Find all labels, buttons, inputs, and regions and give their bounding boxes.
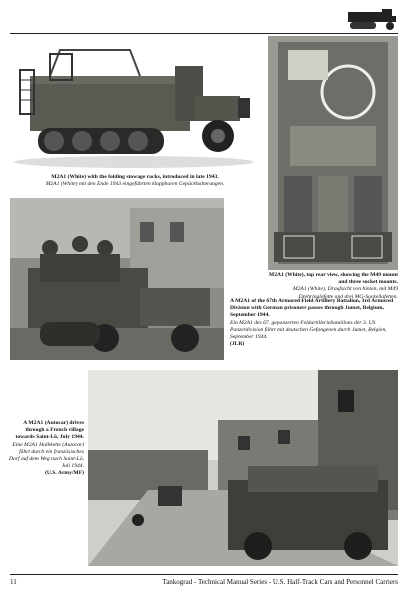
page-number: 11: [10, 578, 17, 586]
caption-top-right-en: M2A1 (White), top rear view, showing the M49 mount and three socket mounts.: [268, 272, 398, 286]
footer-series-title: Tankograd - Technical Manual Series - U.S. Half-Track Cars and Personnel Carriers: [162, 578, 398, 586]
photo-halftrack-side: [10, 36, 258, 170]
halftrack-silhouette-icon: [344, 6, 398, 32]
photo-halftrack-top-view: [268, 36, 398, 270]
caption-bottom: [8, 420, 84, 478]
photo-halftrack-prisoners: [10, 198, 224, 360]
caption-bottom-de: Eine M2A1 Halbkette (Autocar) fährt durch ein französisches Dorf auf dem Weg nach Saint-Lô, Juli 1944.: [9, 441, 84, 470]
caption-bottom-en: A M2A1 (Autocar) drives through a French village towards Saint-Lô, July 1944.: [15, 420, 84, 441]
caption-top-left: [16, 174, 254, 188]
caption-top-right-de: M2A1 (White), Draufsicht von hinten, mit M49 Drehringlafette and drei MG-Sockellafetten.: [292, 286, 398, 300]
caption-middle-en: A M2A1 of the 67th Armored Field Artillery Battalion, 3rd Armored Division with German prisoners passes through Jumet, Belgium, September 1944.: [230, 298, 394, 319]
caption-middle: [230, 298, 400, 348]
caption-top-right: [262, 272, 398, 301]
caption-top-left-en: M2A1 (White) with the folding stowage racks, introduced in late 1943.: [51, 174, 219, 180]
caption-middle-de: Ein M2A1 des 67. gepanzerten Feldartilleriebataillons der 3. US Panzerdivision fährt mit deutschen Gefangenen durch Jumet, Belgien, September 1944.: [230, 319, 387, 341]
header-logo: [344, 6, 398, 32]
caption-top-left-de: M2A1 (White) mit den Ende 1943 eingeführten klappbaren Gepäckhalterungen.: [45, 181, 225, 188]
footer-rule: [10, 574, 398, 575]
caption-middle-credit: (JLR): [230, 341, 245, 348]
caption-bottom-credit: (U.S. Army/MF): [45, 470, 84, 477]
photo-french-village: [88, 370, 398, 566]
header-rule: [10, 33, 398, 34]
